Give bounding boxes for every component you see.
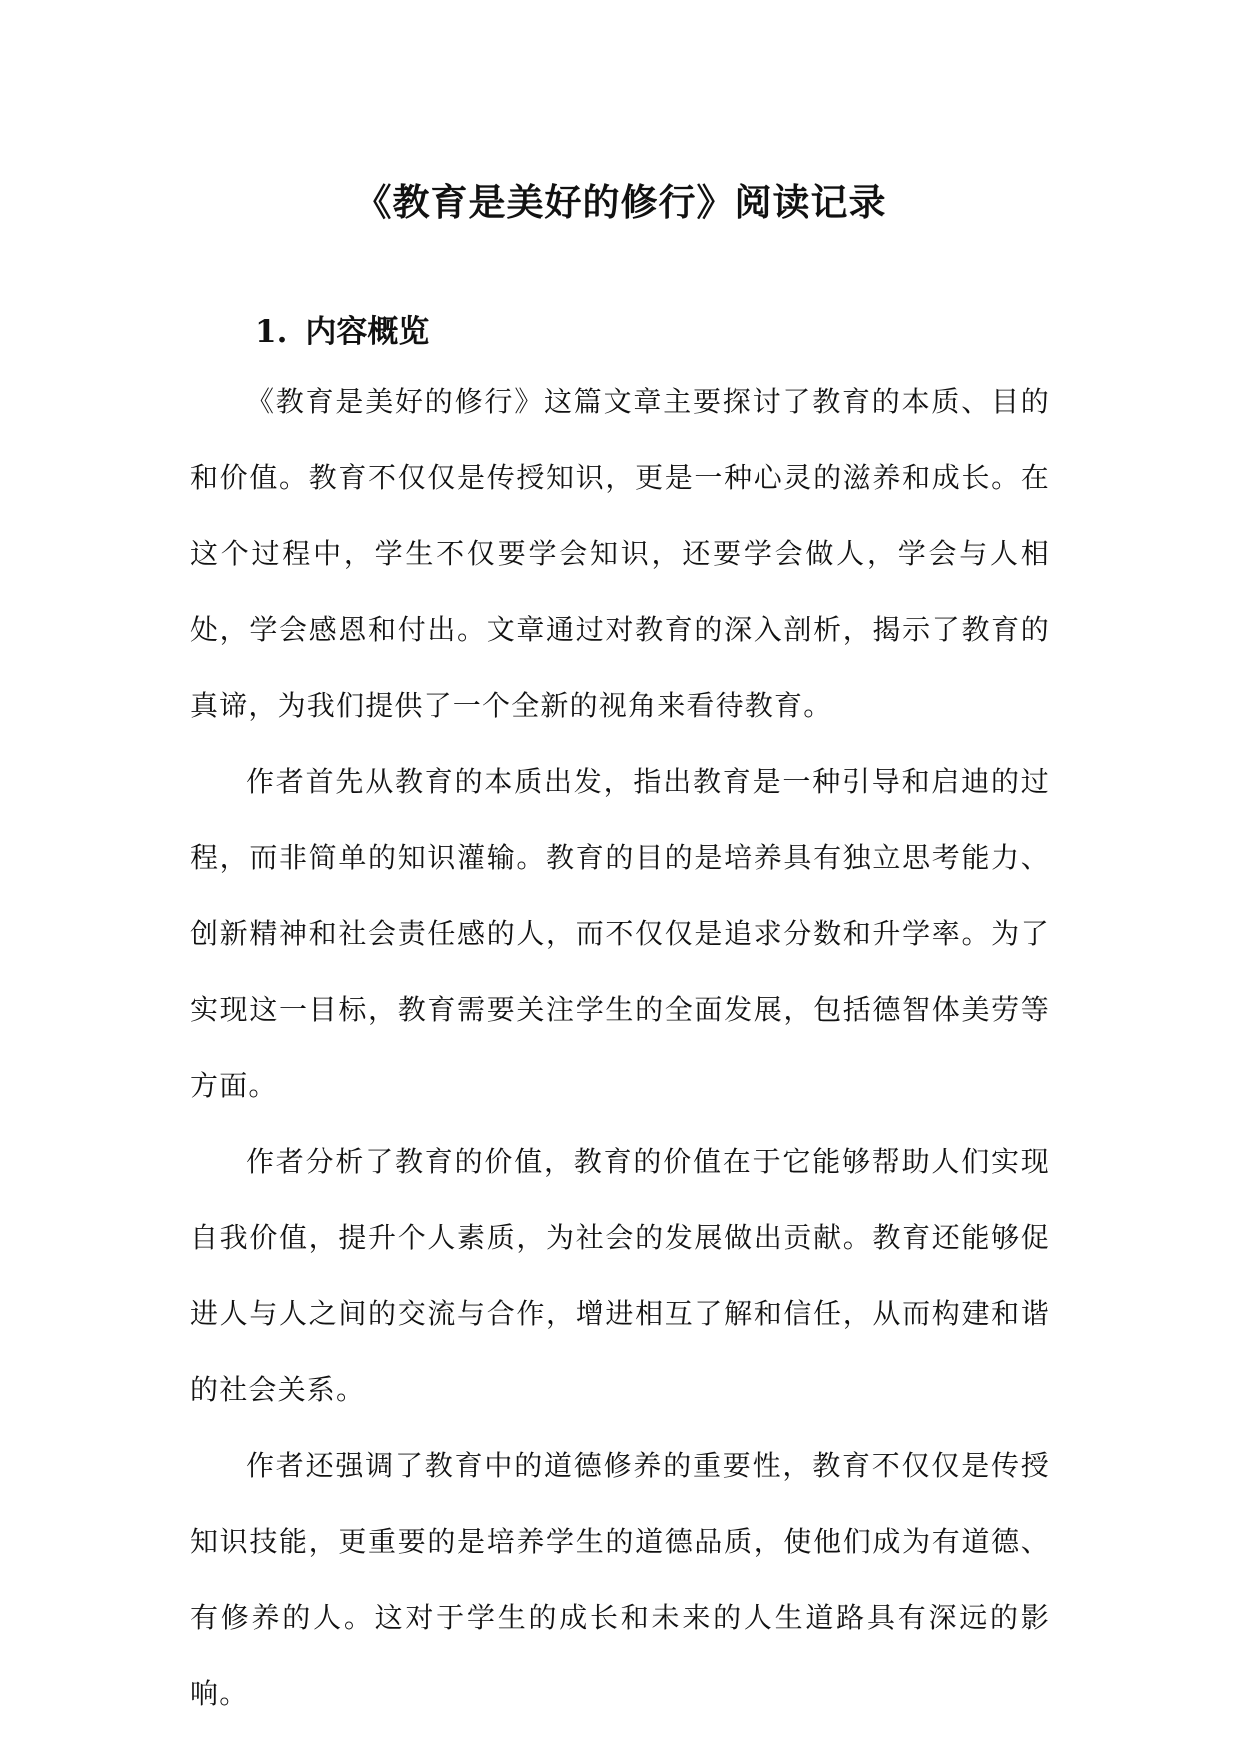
document-title: 《教育是美好的修行》阅读记录 bbox=[354, 179, 887, 224]
section-heading bbox=[255, 310, 429, 354]
section-title: 内容概览 bbox=[305, 313, 430, 350]
paragraph: 作者首先从教育的本质出发，指出教育是一种引导和启迪的过程，而非简单的知识灌输。教育的目的是培养具有独立思考能力、创新精神和社会责任感的人，而不仅仅是追求分数和升学率。为了实现这一目标，教育需要关注学生的全面发展，包括德智体美劳等方面。 bbox=[190, 765, 1050, 1102]
section-body bbox=[190, 364, 1050, 1732]
paragraph: 作者分析了教育的价值，教育的价值在于它能够帮助人们实现自我价值，提升个人素质，为社会的发展做出贡献。教育还能够促进人与人之间的交流与合作，增进相互了解和信任，从而构建和谐的社会关系。 bbox=[190, 1145, 1050, 1406]
paragraph: 《教育是美好的修行》这篇文章主要探讨了教育的本质、目的和价值。教育不仅仅是传授知识，更是一种心灵的滋养和成长。在这个过程中，学生不仅要学会知识，还要学会做人，学会与人相处，学会感恩和付出。文章通过对教育的深入剖析，揭示了教育的真谛，为我们提供了一个全新的视角来看待教育。 bbox=[190, 385, 1050, 722]
paragraph: 作者还强调了教育中的道德修养的重要性，教育不仅仅是传授知识技能，更重要的是培养学生的道德品质，使他们成为有道德、有修养的人。这对于学生的成长和未来的人生道路具有深远的影响。 bbox=[190, 1449, 1050, 1710]
section-number: 1. bbox=[255, 313, 288, 350]
